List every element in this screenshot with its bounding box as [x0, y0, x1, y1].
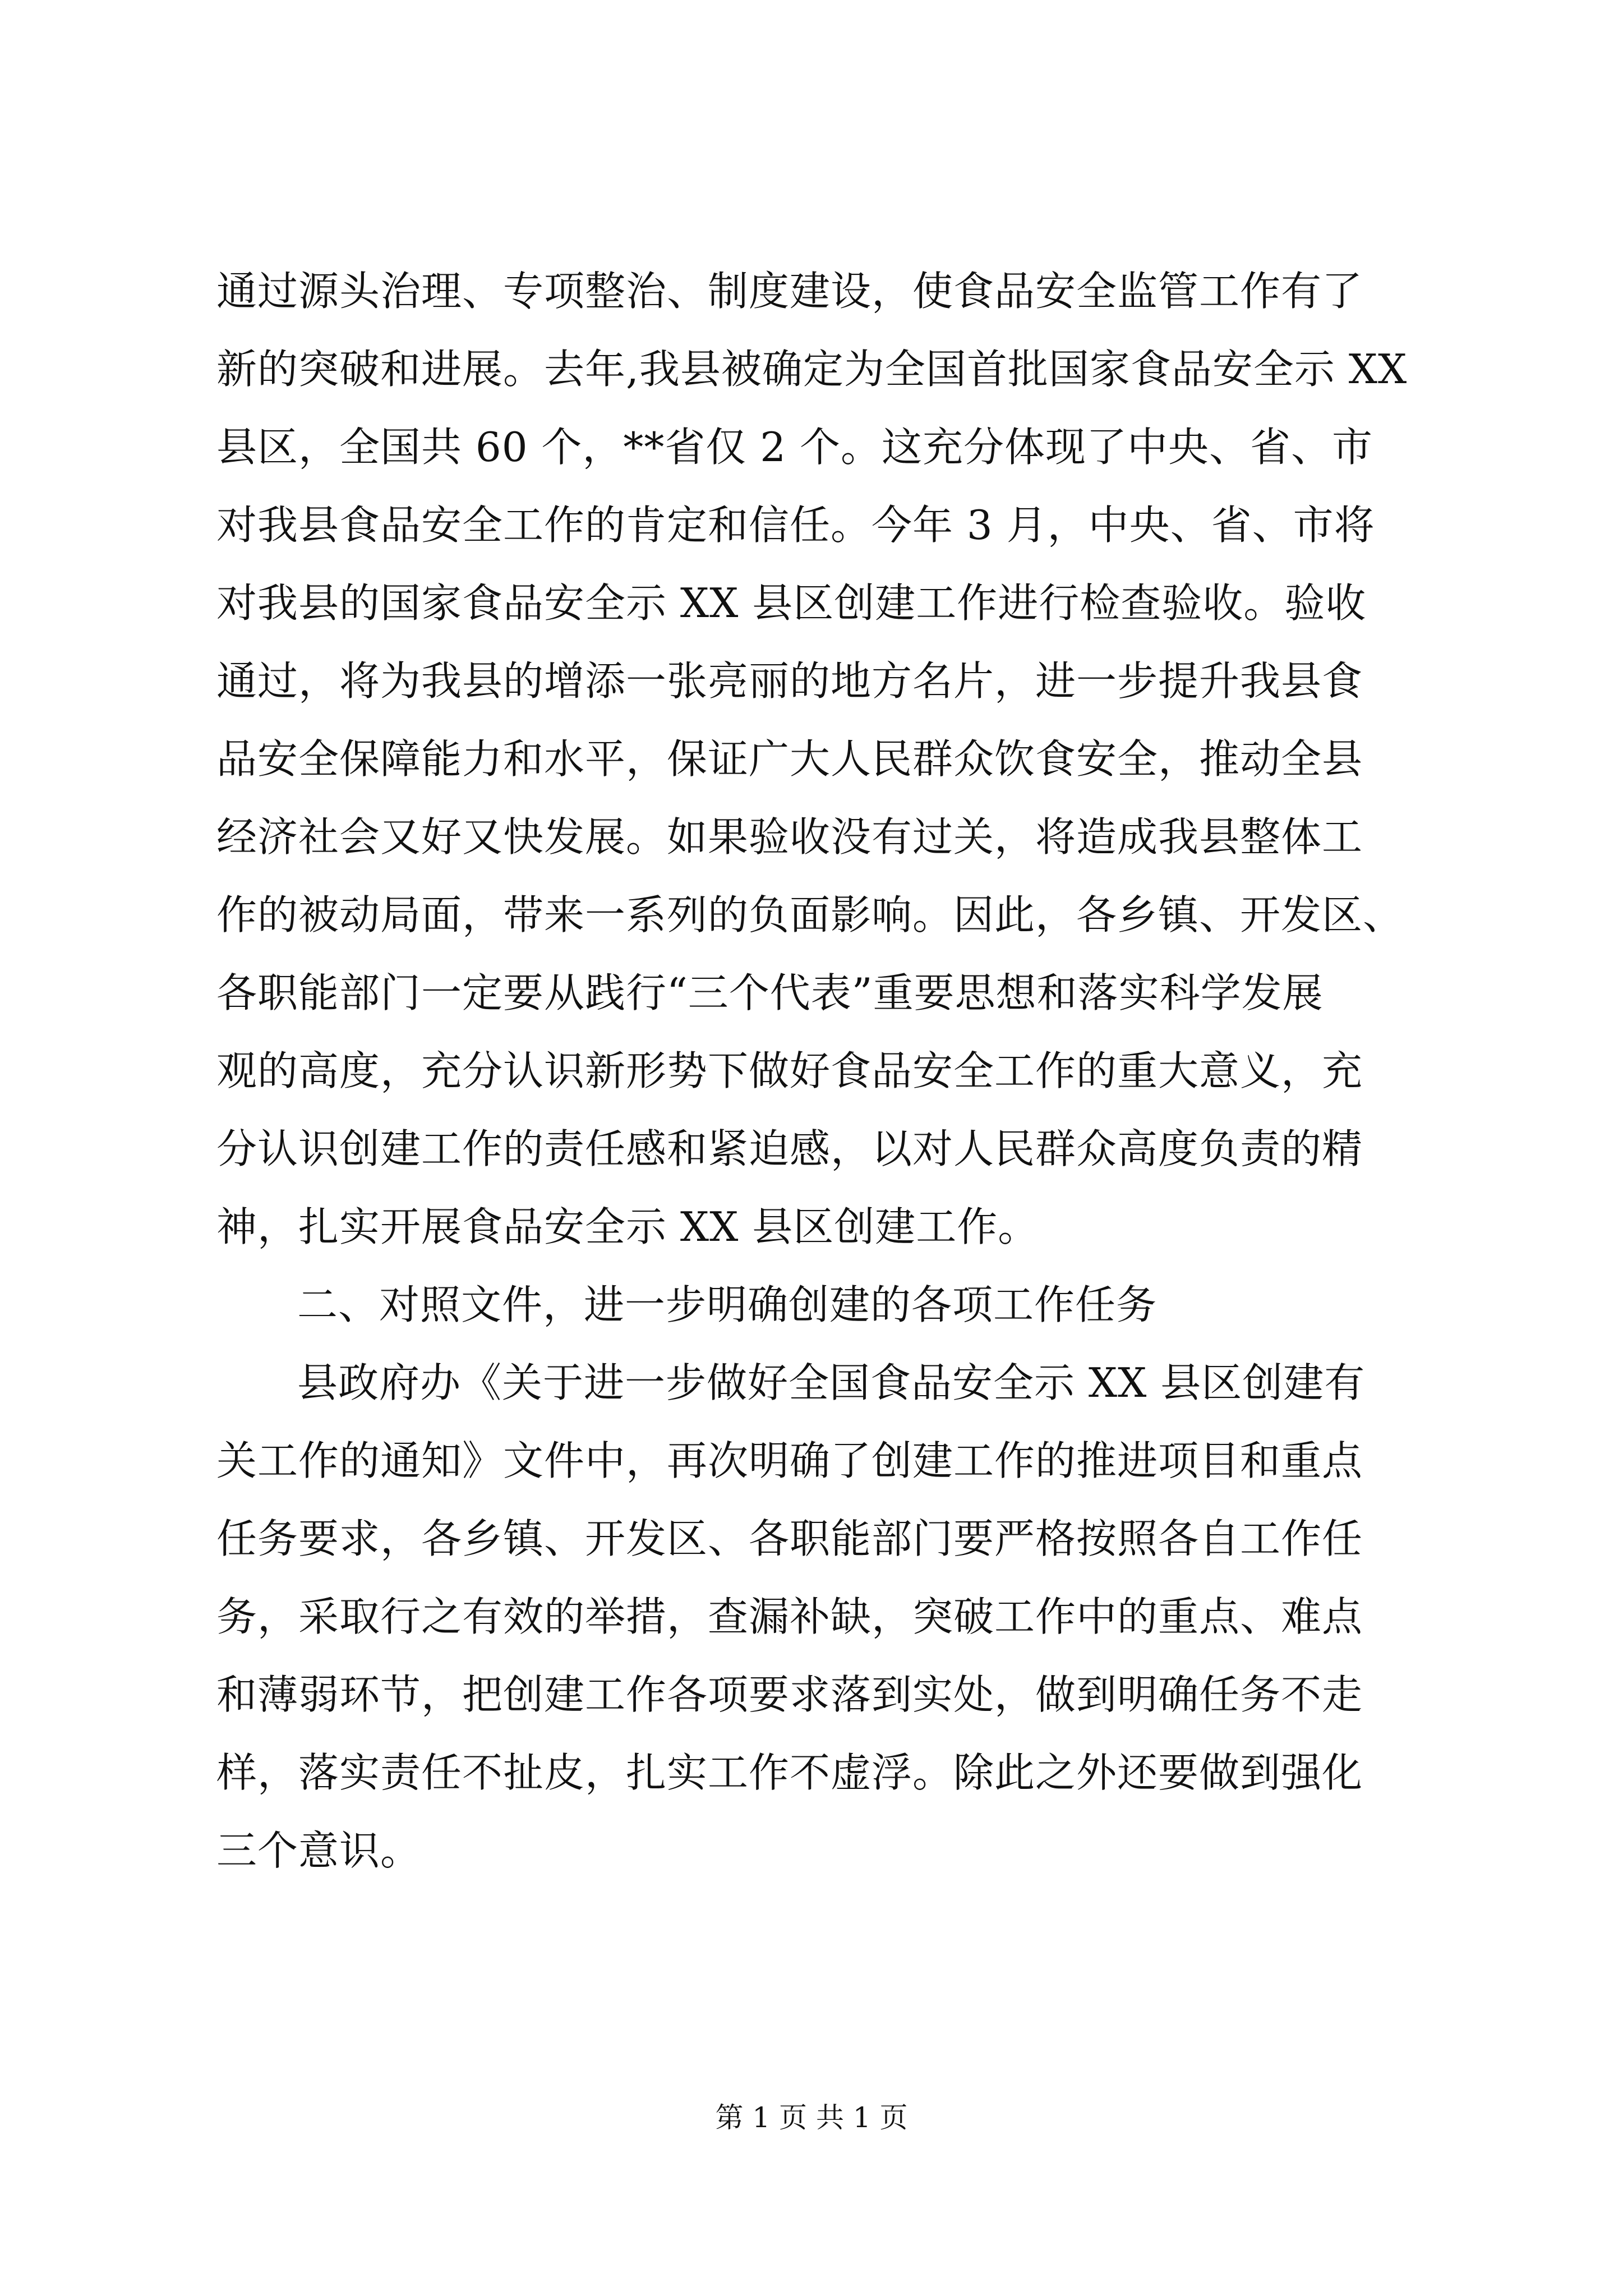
text-line: 经济社会又好又快发展。如果验收没有过关，将造成我县整体工 — [216, 813, 1363, 861]
page-footer — [0, 2101, 1623, 2134]
text-line: 务，采取行之有效的举措，查漏补缺，突破工作中的重点、难点 — [216, 1593, 1363, 1640]
text-line: 通过，将为我县的增添一张亮丽的地方名片，进一步提升我县食 — [216, 657, 1363, 705]
text-line: 观的高度，充分认识新形势下做好食品安全工作的重大意义，充 — [216, 1047, 1363, 1094]
text-line: 三个意识。 — [216, 1827, 422, 1874]
text-line: 样，落实责任不扯皮，扎实工作不虚浮。除此之外还要做到强化 — [216, 1749, 1363, 1796]
text-line: 关工作的通知》文件中，再次明确了创建工作的推进项目和重点 — [216, 1437, 1363, 1484]
text-line: 各职能部门一定要从践行“三个代表”重要思想和落实科学发展 — [216, 969, 1324, 1016]
text-line: 分认识创建工作的责任感和紧迫感，以对人民群众高度负责的精 — [216, 1125, 1363, 1172]
text-line: 对我县食品安全工作的肯定和信任。今年 3 月，中央、省、市将 — [216, 501, 1375, 549]
section-heading: 二、对照文件，进一步明确创建的各项工作任务 — [297, 1281, 1158, 1328]
text-line: 县政府办《关于进一步做好全国食品安全示 XX 县区创建有 — [297, 1359, 1366, 1406]
page-number: 第 1 页 共 1 页 — [715, 2101, 908, 2134]
text-line: 和薄弱环节，把创建工作各项要求落到实处，做到明确任务不走 — [216, 1671, 1363, 1718]
document-body — [216, 252, 1417, 1890]
text-line: 神，扎实开展食品安全示 XX 县区创建工作。 — [216, 1203, 1039, 1250]
text-line: 通过源头治理、专项整治、制度建设，使食品安全监管工作有了 — [216, 268, 1363, 315]
text-line: 新的突破和进展。去年,我县被确定为全国首批国家食品安全示 XX — [216, 346, 1408, 393]
text-line: 作的被动局面，带来一系列的负面影响。因此，各乡镇、开发区、 — [216, 891, 1404, 938]
text-line: 任务要求，各乡镇、开发区、各职能部门要严格按照各自工作任 — [216, 1515, 1363, 1562]
text-line: 对我县的国家食品安全示 XX 县区创建工作进行检查验收。验收 — [216, 579, 1367, 627]
text-line: 品安全保障能力和水平，保证广大人民群众饮食安全，推动全县 — [216, 735, 1363, 783]
text-line: 县区，全国共 60 个，**省仅 2 个。这充分体现了中央、省、市 — [216, 424, 1373, 471]
